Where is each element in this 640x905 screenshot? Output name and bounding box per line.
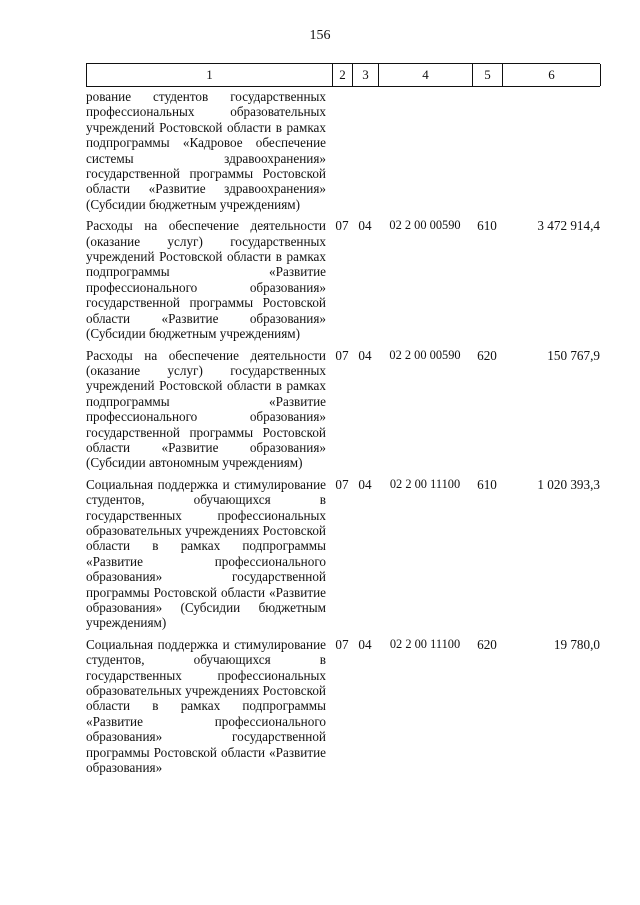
row-expense-type: 620 bbox=[477, 347, 497, 363]
header-col-6: 6 bbox=[503, 64, 601, 86]
row-target-article: 02 2 00 11100 bbox=[389, 476, 461, 491]
header-col-1: 1 bbox=[87, 64, 333, 86]
row-subsection-code: 04 bbox=[358, 218, 372, 234]
row-target-article bbox=[378, 89, 472, 212]
row-target-article: 02 2 00 00590 bbox=[389, 347, 461, 362]
row-subsection-code: 04 bbox=[358, 347, 372, 363]
table-header-row bbox=[86, 63, 600, 87]
row-amount: 3 472 914,4 bbox=[537, 218, 600, 234]
row-expense-type: 610 bbox=[477, 218, 497, 234]
row-description: Расходы на обеспечение деятельности (оказание услуг) государственных учреждений Ростовской области в рамках подпрограммы «Развитие профессионального образования» государственной программы Ростовской области «Развитие образования» (Субсидии бюджетным учреждениям) bbox=[86, 218, 326, 342]
header-col-4: 4 bbox=[379, 64, 473, 86]
row-amount bbox=[502, 89, 600, 212]
row-target-article: 02 2 00 11100 bbox=[389, 636, 461, 651]
row-section-code bbox=[332, 89, 352, 212]
budget-table bbox=[86, 63, 600, 775]
table-row bbox=[86, 631, 600, 776]
table-row bbox=[86, 87, 600, 212]
row-description: Социальная поддержка и стимулирование студентов, обучающихся в государственных профессиональных образовательных учреждениях Ростовской области в рамках подпрограммы «Развитие профессионального образования» государственной программы Ростовской области «Развитие образования» (Субсидии бюджетным учреждениям) bbox=[86, 476, 326, 631]
header-col-2: 2 bbox=[333, 64, 353, 86]
row-description: Расходы на обеспечение деятельности (оказание услуг) государственных учреждений Ростовской области в рамках подпрограммы «Развитие профессионального образования» государственной программы Ростовской области «Развитие образования» (Субсидии автономным учреждениям) bbox=[86, 347, 326, 471]
row-section-code: 07 bbox=[335, 347, 349, 363]
row-section-code: 07 bbox=[335, 218, 349, 234]
row-section-code: 07 bbox=[335, 476, 349, 492]
row-subsection-code bbox=[352, 89, 378, 212]
row-subsection-code: 04 bbox=[358, 636, 372, 652]
page-number: 156 bbox=[309, 28, 331, 43]
table-row bbox=[86, 212, 600, 341]
table-row bbox=[86, 342, 600, 471]
row-expense-type bbox=[472, 89, 502, 212]
row-expense-type: 620 bbox=[477, 636, 497, 652]
row-description: рование студентов государственных профессиональных образовательных учреждений Ростовской области в рамках подпрограммы «Кадровое обеспечение системы здравоохранения» государственной программы Ростовской области «Развитие здравоохранения» (Субсидии бюджетным учреждениям) bbox=[86, 89, 326, 212]
row-target-article: 02 2 00 00590 bbox=[389, 218, 461, 233]
row-description: Социальная поддержка и стимулирование студентов, обучающихся в государственных профессиональных образовательных учреждениях Ростовской области в рамках подпрограммы «Развитие профессионального образования» государственной программы Ростовской области «Развитие образования» bbox=[86, 636, 326, 776]
row-expense-type: 610 bbox=[477, 476, 497, 492]
header-col-5: 5 bbox=[473, 64, 503, 86]
header-col-3: 3 bbox=[353, 64, 379, 86]
table-row bbox=[86, 471, 600, 631]
row-subsection-code: 04 bbox=[358, 476, 372, 492]
row-amount: 1 020 393,3 bbox=[537, 476, 600, 492]
row-amount: 150 767,9 bbox=[547, 347, 600, 363]
row-section-code: 07 bbox=[335, 636, 349, 652]
row-amount: 19 780,0 bbox=[553, 636, 600, 652]
